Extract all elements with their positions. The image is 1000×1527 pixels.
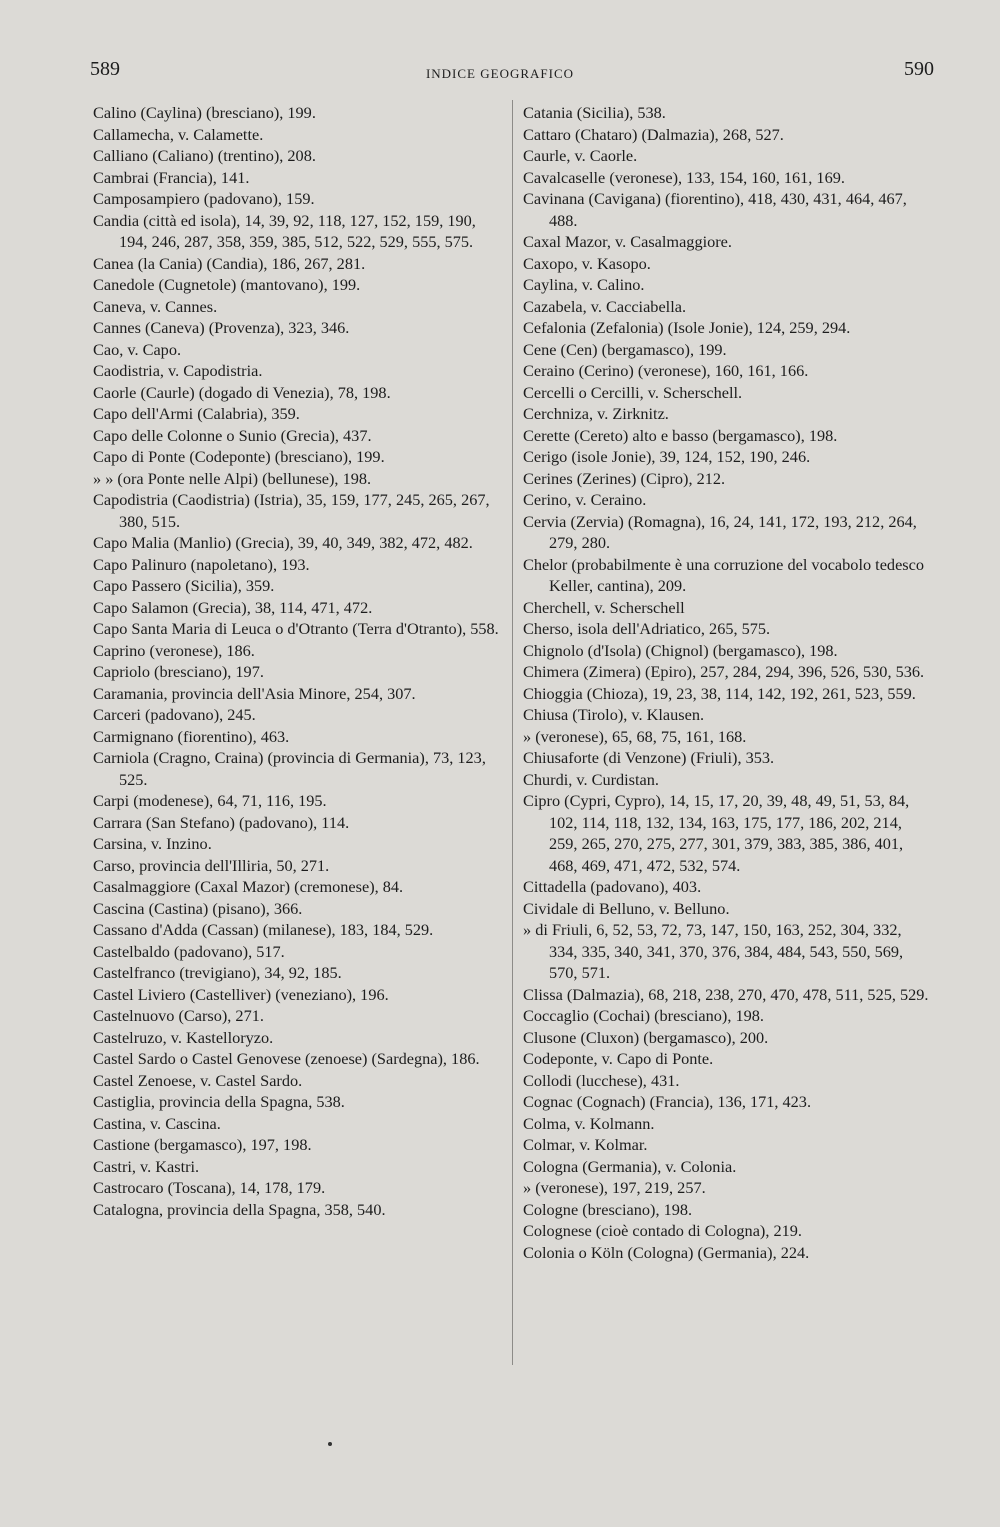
index-entry: » » (ora Ponte nelle Alpi) (bellunese), 198. [93, 468, 372, 488]
index-entry: Collodi (lucchese), 431. [523, 1070, 680, 1090]
index-entry: Cherso, isola dell'Adriatico, 265, 575. [523, 619, 771, 638]
ink-dot [328, 1442, 332, 1446]
index-entry: Chignolo (d'Isola) (Chignol) (bergamasco), 198. [523, 640, 838, 660]
page-number-left: 589 [90, 58, 120, 80]
index-entry: Cittadella (padovano), 403. [523, 877, 702, 896]
index-entry: Carrara (San Stefano) (padovano), 114. [93, 812, 350, 832]
index-entry: Casalmaggiore (Caxal Mazor) (cremonese), 84. [93, 877, 404, 896]
index-entry: Clusone (Cluxon) (bergamasco), 200. [523, 1027, 769, 1047]
index-entry: Cerino, v. Ceraino. [523, 490, 647, 509]
page-number-right: 590 [904, 58, 934, 80]
index-entry: Capodistria (Caodistria) (Istria), 35, 159, 177, 245, 265, 267, 380, 515. [93, 490, 490, 531]
index-entry: Cattaro (Chataro) (Dalmazia), 268, 527. [523, 124, 784, 144]
index-entry: Cercelli o Cercilli, v. Scherschell. [523, 382, 743, 402]
index-entry: Carso, provincia dell'Illiria, 50, 271. [93, 855, 330, 875]
index-entry: Cipro (Cypri, Cypro), 14, 15, 17, 20, 39, 48, 49, 51, 53, 84, 102, 114, 118, 132, 134, 163, 175, 177, 186, 202, 214, 259, 265, 270, 275, 277, 301, 379, 383, 385, 386, 401, 468, 469, 471, 472, 532, 574. [523, 791, 910, 875]
index-entry: Castelfranco (trevigiano), 34, 92, 185. [93, 963, 342, 982]
index-entry: Castelbaldo (padovano), 517. [93, 941, 285, 961]
index-entry: Capo di Ponte (Codeponte) (bresciano), 199. [93, 447, 385, 466]
index-entry: Coccaglio (Cochai) (bresciano), 198. [523, 1006, 764, 1025]
index-entry: Cambrai (Francia), 141. [93, 167, 250, 187]
index-entry: Carmignano (fiorentino), 463. [93, 726, 290, 746]
index-entry: Cologne (bresciano), 198. [523, 1199, 693, 1219]
index-entry: Codeponte, v. Capo di Ponte. [523, 1049, 714, 1068]
index-entry: Calino (Caylina) (bresciano), 199. [93, 103, 316, 122]
index-entry: Camposampiero (padovano), 159. [93, 189, 315, 208]
index-entry: Churdi, v. Curdistan. [523, 769, 659, 789]
index-entry: Cerigo (isole Jonie), 39, 124, 152, 190, 246. [523, 447, 811, 466]
index-entry: Cao, v. Capo. [93, 339, 182, 359]
index-entry: Cognac (Cognach) (Francia), 136, 171, 423. [523, 1092, 812, 1111]
index-entry: Castina, v. Cascina. [93, 1113, 221, 1133]
index-entry: Caodistria, v. Capodistria. [93, 361, 263, 380]
left-column [93, 102, 503, 1220]
index-entry: Canedole (Cugnetole) (mantovano), 199. [93, 275, 361, 294]
index-entry: Capo Palinuro (napoletano), 193. [93, 554, 310, 574]
index-entry: Canea (la Cania) (Candia), 186, 267, 281. [93, 253, 366, 273]
index-entry: Capo dell'Armi (Calabria), 359. [93, 404, 300, 423]
index-entry: Carniola (Cragno, Craina) (provincia di Germania), 73, 123, 525. [93, 748, 486, 789]
index-entry: Castrocaro (Toscana), 14, 178, 179. [93, 1178, 326, 1197]
index-entry: Carpi (modenese), 64, 71, 116, 195. [93, 791, 327, 810]
index-entry: Carsina, v. Inzino. [93, 834, 212, 853]
index-entry: Colonia o Köln (Cologna) (Germania), 224. [523, 1242, 810, 1262]
column-divider [512, 100, 513, 1365]
index-entry: Capo Passero (Sicilia), 359. [93, 576, 275, 595]
index-entry: Capriolo (bresciano), 197. [93, 662, 264, 681]
index-entry: Chiusaforte (di Venzone) (Friuli), 353. [523, 748, 775, 767]
index-entry: Colma, v. Kolmann. [523, 1113, 655, 1133]
index-entry: Candia (città ed isola), 14, 39, 92, 118, 127, 152, 159, 190, 194, 246, 287, 358, 359, 385, 512, 522, 529, 555, 575. [93, 210, 476, 251]
index-entry: Castel Sardo o Castel Genovese (zenoese) (Sardegna), 186. [93, 1049, 480, 1068]
index-entry: Cavalcaselle (veronese), 133, 154, 160, 161, 169. [523, 167, 845, 187]
index-entry: Castiglia, provincia della Spagna, 538. [93, 1092, 345, 1111]
index-entry: Caneva, v. Cannes. [93, 296, 218, 316]
index-entry: Capo Salamon (Grecia), 38, 114, 471, 472. [93, 597, 373, 617]
index-entry: Chioggia (Chioza), 19, 23, 38, 114, 142, 192, 261, 523, 559. [523, 683, 916, 703]
index-entry: Clissa (Dalmazia), 68, 218, 238, 270, 470, 478, 511, 525, 529. [523, 984, 929, 1004]
index-entry: Catania (Sicilia), 538. [523, 103, 666, 122]
index-entry: Cene (Cen) (bergamasco), 199. [523, 339, 727, 359]
index-entry: Castione (bergamasco), 197, 198. [93, 1135, 312, 1154]
index-entry: Caurle, v. Caorle. [523, 146, 638, 165]
index-entry: Catalogna, provincia della Spagna, 358, 540. [93, 1199, 386, 1219]
index-entry: » (veronese), 197, 219, 257. [523, 1178, 706, 1197]
index-entry: Cherchell, v. Scherschell [523, 597, 685, 617]
index-entry: Cervia (Zervia) (Romagna), 16, 24, 141, 172, 193, 212, 264, 279, 280. [523, 511, 917, 552]
index-entry: Colognese (cioè contado di Cologna), 219. [523, 1221, 802, 1240]
index-entry: Caxopo, v. Kasopo. [523, 253, 651, 273]
index-entry: Castel Liviero (Castelliver) (veneziano), 196. [93, 984, 389, 1004]
index-entry: Calliano (Caliano) (trentino), 208. [93, 146, 316, 165]
index-entry: Caprino (veronese), 186. [93, 640, 255, 660]
index-entry: Cerette (Cereto) alto e basso (bergamasco), 198. [523, 425, 838, 445]
index-entry: Castri, v. Kastri. [93, 1156, 200, 1176]
index-entry: Capo Santa Maria di Leuca o d'Otranto (Terra d'Otranto), 558. [93, 619, 499, 638]
index-entry: Cerchniza, v. Zirknitz. [523, 404, 669, 423]
index-entry: Cavinana (Cavigana) (fiorentino), 418, 430, 431, 464, 467, 488. [523, 189, 907, 230]
index-entry: Cassano d'Adda (Cassan) (milanese), 183, 184, 529. [93, 920, 434, 939]
index-entry: Caylina, v. Calino. [523, 275, 645, 294]
index-entry: Cerines (Zerines) (Cipro), 212. [523, 468, 726, 488]
index-entry: Capo Malia (Manlio) (Grecia), 39, 40, 349, 382, 472, 482. [93, 533, 473, 552]
index-entry: Chiusa (Tirolo), v. Klausen. [523, 705, 705, 724]
index-entry: Cividale di Belluno, v. Belluno. [523, 898, 730, 918]
index-entry: Cologna (Germania), v. Colonia. [523, 1156, 737, 1176]
right-column [523, 102, 931, 1263]
index-entry: Chimera (Zimera) (Epiro), 257, 284, 294, 396, 526, 530, 536. [523, 662, 925, 681]
index-entry: Chelor (probabilmente è una corruzione del vocabolo tedesco Keller, cantina), 209. [523, 554, 924, 595]
index-entry: Cannes (Caneva) (Provenza), 323, 346. [93, 318, 350, 337]
index-entry: » (veronese), 65, 68, 75, 161, 168. [523, 726, 747, 746]
index-entry: Colmar, v. Kolmar. [523, 1135, 648, 1154]
index-entry: Capo delle Colonne o Sunio (Grecia), 437. [93, 425, 372, 445]
index-entry: Cazabela, v. Cacciabella. [523, 296, 687, 316]
index-entry: Caxal Mazor, v. Casalmaggiore. [523, 232, 732, 251]
index-entry: Carceri (padovano), 245. [93, 705, 256, 724]
index-entry: Ceraino (Cerino) (veronese), 160, 161, 166. [523, 361, 809, 380]
index-entry: Caorle (Caurle) (dogado di Venezia), 78, 198. [93, 382, 391, 402]
index-entry: Castelruzo, v. Kastelloryzo. [93, 1027, 274, 1047]
index-entry: Castel Zenoese, v. Castel Sardo. [93, 1070, 303, 1090]
index-entry: Cefalonia (Zefalonia) (Isole Jonie), 124, 259, 294. [523, 318, 851, 337]
index-entry: Callamecha, v. Calamette. [93, 124, 264, 144]
index-entry: Castelnuovo (Carso), 271. [93, 1006, 264, 1025]
index-entry: » di Friuli, 6, 52, 53, 72, 73, 147, 150, 163, 252, 304, 332, 334, 335, 340, 341, 370, 376, 384, 484, 543, 550, 569, 570, 571. [523, 920, 904, 982]
index-entry: Cascina (Castina) (pisano), 366. [93, 898, 303, 918]
running-title: INDICE GEOGRAFICO [425, 66, 575, 81]
index-entry: Caramania, provincia dell'Asia Minore, 254, 307. [93, 683, 416, 703]
